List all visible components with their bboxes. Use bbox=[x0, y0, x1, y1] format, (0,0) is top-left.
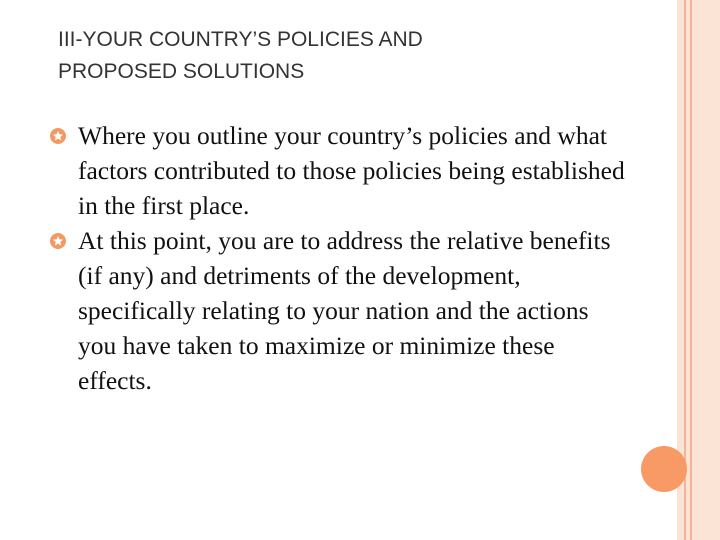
bullet-text: Where you outline your country’s policies and what factors contributed to those policies being established in the first place. bbox=[78, 121, 625, 220]
bullet-text: At this point, you are to address the relative benefits (if any) and detriments of the development, specifically relating to your nation and the actions you have taken to maximize or minimize these effects. bbox=[78, 226, 611, 395]
slide-title bbox=[58, 24, 618, 88]
slide-content bbox=[50, 118, 630, 398]
accent-circle bbox=[641, 446, 687, 492]
bullet-item bbox=[50, 118, 630, 223]
title-line: III-YOUR COUNTRY’S POLICIES AND bbox=[58, 28, 423, 51]
star-icon bbox=[50, 233, 66, 249]
star-icon bbox=[50, 128, 66, 144]
title-line: PROPOSED SOLUTIONS bbox=[58, 60, 305, 83]
right-border-line bbox=[690, 0, 692, 540]
bullet-item bbox=[50, 223, 630, 398]
